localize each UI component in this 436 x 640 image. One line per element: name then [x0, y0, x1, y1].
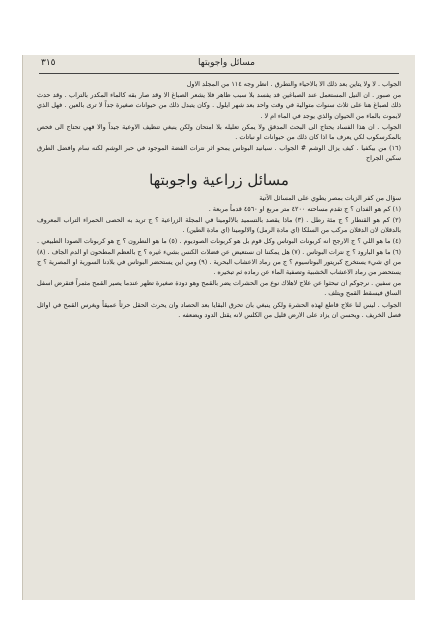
running-title: مسائل واجوبتها: [198, 58, 255, 68]
page-header: [39, 57, 399, 74]
paragraph: الجواب . ليس لنا علاج قاطع لهذه الحشرة ولكن ينبغي بان تحرق البقايا بعد الحصاد وان يحرث الحقل حرثاً عميقاً ويغرس القمح في اوائل فصل الخريف . ويحسن ان يزاد على الارض قليل من الكلس لانه يقتل الدود ويضعفه .: [37, 300, 401, 319]
paragraph: (٤) ما هو اللي ؟ ج الارجح انه كربونات البوتاس وكل قوم بل هو كربونات الصوديوم . (٥) ما هو النطرون ؟ ج هو كربونات الصودا الطبيعي . (٦) ما هو البارود ؟ ج نترات البوتاس . (٧) هل يمكننا ان نستعيض عن فضلات الكنس بشيء غيره ؟ ج بالعظم المطحون او الدم الجاف . (٨) من اي شيء يستخرج كبريتور البوتاسيوم ؟ ج من رماد الاعشاب البحرية . (٩) ومن اين يستحضر البوتاس في بلادنا السورية او المصرية ؟ ج يستحضر من رماد الاعشاب الخشبية وتصفية الماء عن رماده ثم تبخيره .: [37, 237, 402, 277]
page-body: [37, 79, 401, 594]
section-heading: مسائل زراعية واجوبتها: [149, 170, 289, 189]
paragraph: من صبور . ان النيل المستعمل عند الصباغين قد يفسد بلا سبب ظاهر فلا يشعر الصباغ الا وقد صار بقه كالماء المكدر بالتراب . وقد حدث ذلك لصباغ هنا على ثلاث سنوات متوالية في وقت واحد بعد شهر ايلول . وكان يتبدل ذلك من حيوانات صغيرة جداً لا ترى بالعين . فهل الذي لايموت بالماء من الحيوان والذي يوجد في الماء ام لا .: [37, 91, 401, 120]
page-number: ٣١٥: [41, 58, 56, 68]
paragraph: (١٦) من بيكفيا . كيف يزال الوشم # الجواب . سيانيد البوتاس يمحو اثر نترات الفضة الموجود في حبر الوشم لكنه سام وافضل الطرق سكين الجراح: [37, 144, 401, 163]
paragraph: سؤال من كفر الزيات بمصر يطوي على المسائل الآتية: [259, 193, 401, 202]
paragraph: (٢) كم هو القنطار ؟ ج مئة رطل . (٣) ماذا يقصد بالتسميد بالالومينا في المجلة الزراعية ؟ ج تريد به الحصى الحمراء التراب المعروف بالدقلان لان الدقلان مركب من السلكا (اي مادة الرمل) والالومينا (اي مادة الطين) .: [37, 216, 402, 235]
paragraph: من سفين . نرجوكم ان تبحثوا عن علاج لاهلاك نوع من الحشرات يضر بالقمح وهو دودة صغيرة تظهر عندما يصير القمح مثمراً فتقرض اسفل الساق فيسقط القمح ويتلف .: [37, 279, 401, 298]
book-page: [22, 55, 415, 600]
paragraph: الجواب . ان هذا الفساد يحتاج الى البحث المدقق ولا يمكن تعليله بلا امتحان ولكن ينبغي تنظيف الاوعية جيداً والا فهي تحتاج الى فحص بالمكرسكوب لكي يعرف ما اذا كان ذلك من حيوانات او نباتات .: [37, 122, 401, 142]
paragraph: الجواب . لا ولا يتاين بعد ذلك الا بالاحياء والتطرق . انظر وجه ١١٤ من المجلد الاول: [186, 80, 401, 88]
paragraph: (١) كم هو الفدان ؟ ج تقدم مساحته ٤٢٠٠ متر مربع او ٤٥٦٠ قدماً مربعة .: [208, 204, 401, 213]
